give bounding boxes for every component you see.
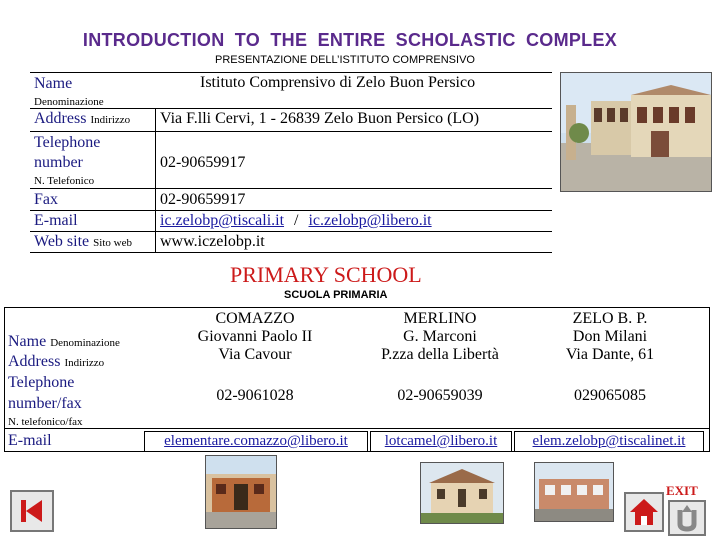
primary-email-label: E-mail (8, 432, 52, 449)
primary-telephone-sublabel: N. telefonico/fax (8, 416, 83, 428)
school-name: COMAZZO (215, 310, 295, 327)
school-phone: 02-9061028 (216, 387, 294, 404)
school-email-zelo[interactable]: elem.zelobp@tiscalinet.it (514, 431, 704, 452)
telephone-label-2: number (34, 154, 83, 171)
primary-address-label-group (8, 353, 104, 371)
email-label: E-mail (34, 212, 78, 229)
primary-address-label: Address (8, 353, 61, 370)
school-photo-merlino (420, 462, 504, 524)
skip-to-first-icon (12, 517, 52, 534)
return-button[interactable] (668, 500, 706, 536)
primary-school-title: PRIMARY SCHOOL (230, 262, 422, 287)
fax-label: Fax (34, 191, 58, 208)
name-sublabel: Denominazione (34, 96, 104, 108)
divider (30, 131, 552, 132)
first-slide-button[interactable] (10, 490, 54, 532)
divider (30, 210, 552, 211)
institute-address: Via F.lli Cervi, 1 - 26839 Zelo Buon Persico (LO) (160, 110, 480, 127)
divider (30, 188, 552, 189)
primary-telephone-label-2: number/fax (8, 395, 82, 412)
divider (30, 231, 552, 232)
primary-school-subtitle: SCUOLA PRIMARIA (284, 289, 388, 301)
email-link-2[interactable]: ic.zelobp@libero.it (308, 212, 432, 229)
telephone-label-1: Telephone (34, 134, 101, 151)
telephone-sublabel: N. Telefonico (34, 175, 95, 187)
school-column-merlino (362, 310, 518, 405)
address-sublabel: Indirizzo (90, 114, 131, 126)
primary-telephone-label-1: Telephone (8, 374, 75, 391)
divider (30, 72, 552, 73)
address-label-group (34, 110, 130, 128)
school-email-merlino[interactable]: lotcamel@libero.it (370, 431, 512, 452)
school-named-after: G. Marconi (403, 328, 477, 345)
school-phone: 029065085 (574, 387, 646, 404)
school-building-photo (560, 72, 712, 192)
school-address: Via Dante, 61 (565, 346, 655, 363)
primary-name-label-group (8, 333, 120, 351)
web-label-group (34, 233, 132, 251)
school-photo-comazzo (205, 455, 277, 529)
return-icon (670, 521, 704, 538)
divider (4, 428, 710, 429)
name-label: Name (34, 75, 73, 92)
school-named-after: Giovanni Paolo II (197, 328, 313, 345)
school-column-zelo (540, 310, 680, 405)
divider (30, 252, 552, 253)
divider (30, 108, 552, 109)
school-name: MERLINO (403, 310, 477, 327)
school-photo-zelo (534, 462, 614, 522)
address-label: Address (34, 110, 87, 127)
institute-name: Istituto Comprensivo di Zelo Buon Persico (200, 74, 476, 91)
page-subtitle: PRESENTAZIONE DELL’ISTITUTO COMPRENSIVO (215, 54, 475, 66)
email-separator: / (294, 212, 299, 229)
web-label: Web site (34, 233, 90, 250)
school-address: P.zza della Libertà (381, 346, 499, 363)
institute-website[interactable]: www.iczelobp.it (160, 233, 265, 250)
email-link-1[interactable]: ic.zelobp@tiscali.it (160, 212, 285, 229)
exit-label[interactable]: EXIT (666, 483, 698, 498)
home-icon (626, 517, 662, 534)
institute-fax: 02-90659917 (160, 191, 246, 208)
primary-name-label: Name (8, 333, 47, 350)
column-divider (155, 108, 156, 252)
home-button[interactable] (624, 492, 664, 532)
primary-address-sublabel: Indirizzo (64, 357, 105, 369)
web-sublabel: Sito web (93, 237, 132, 249)
school-column-comazzo (180, 310, 330, 405)
institute-telephone: 02-90659917 (160, 154, 246, 171)
school-address: Via Cavour (218, 346, 292, 363)
school-email-comazzo[interactable]: elementare.comazzo@libero.it (144, 431, 368, 452)
school-named-after: Don Milani (572, 328, 648, 345)
institute-email-group (160, 212, 432, 230)
school-name: ZELO B. P. (572, 310, 648, 327)
primary-name-sublabel: Denominazione (50, 337, 120, 349)
page-title: INTRODUCTION TO THE ENTIRE SCHOLASTIC COMPLEX (82, 30, 618, 50)
school-phone: 02-90659039 (397, 387, 483, 404)
